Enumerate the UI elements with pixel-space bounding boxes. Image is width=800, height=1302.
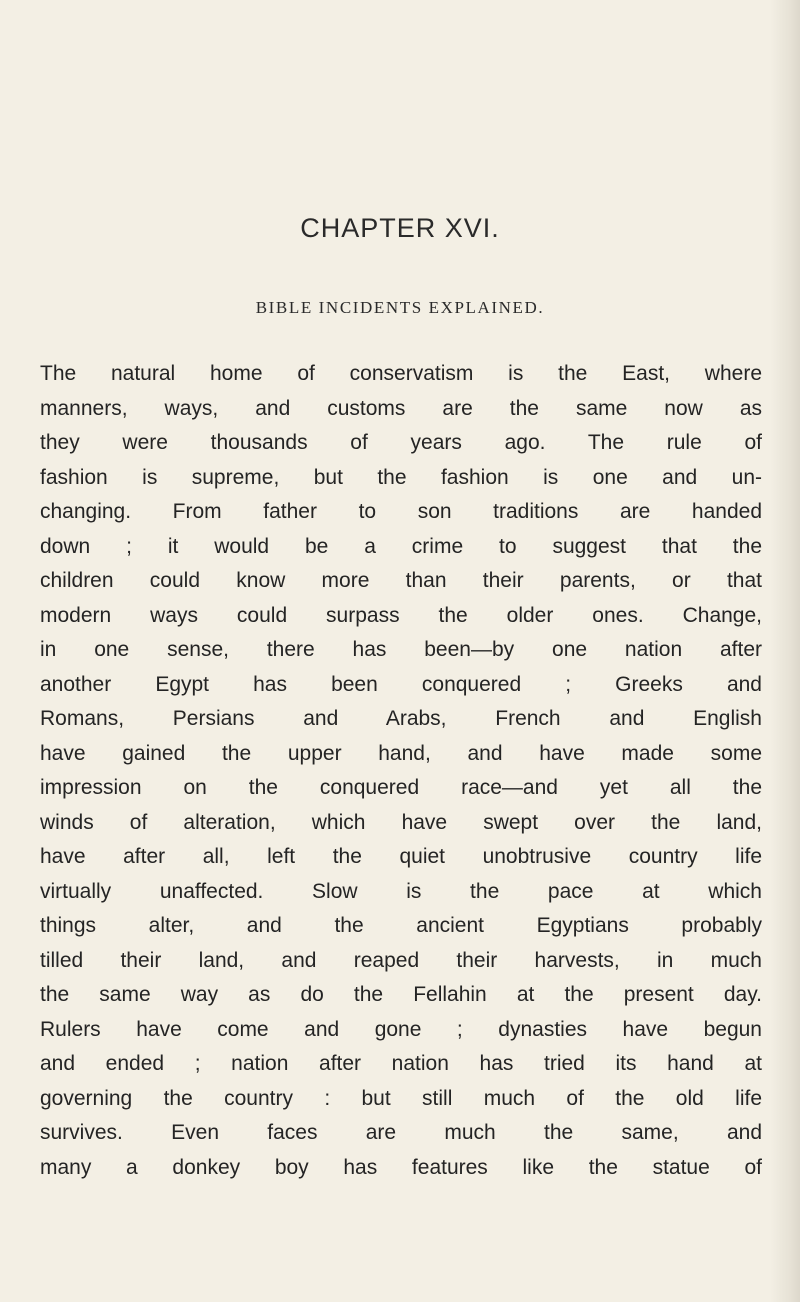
text-line: Rulers have come and gone ; dynasties have begun [40,1017,762,1041]
body-text [40,357,762,1185]
text-line: changing. From father to son traditions are handed [40,500,762,523]
text-line: in one sense, there has been—by one nation after [40,638,762,661]
text-line: have after all, left the quiet unobtrusive country life [40,845,762,868]
text-line: manners, ways, and customs are the same now as [40,396,762,420]
text-line: many a donkey boy has features like the statue of [40,1155,762,1179]
text-line: another Egypt has been conquered ; Greeks and [40,672,762,696]
text-line: governing the country : but still much of the old life [40,1086,762,1110]
text-line: tilled their land, and reaped their harvests, in much [40,948,762,972]
text-line: survives. Even faces are much the same, and [40,1121,762,1144]
chapter-title: CHAPTER XVI. [300,213,500,243]
chapter-subtitle: BIBLE INCIDENTS EXPLAINED. [255,298,545,317]
text-line: the same way as do the Fellahin at the present day. [40,983,762,1006]
text-line: impression on the conquered race—and yet all the [40,776,762,799]
text-line: Romans, Persians and Arabs, French and English [40,707,762,730]
text-line: have gained the upper hand, and have made some [40,741,762,765]
text-line: modern ways could surpass the older ones. Change, [40,603,762,627]
text-line: The natural home of conservatism is the East, where [40,362,762,385]
text-line: down ; it would be a crime to suggest that the [40,534,762,558]
text-line: and ended ; nation after nation has tried its hand at [40,1052,762,1075]
text-line: children could know more than their parents, or that [40,569,762,592]
text-line: things alter, and the ancient Egyptians probably [40,914,762,937]
text-line: winds of alteration, which have swept over the land, [40,810,762,834]
text-line: they were thousands of years ago. The rule of [40,431,762,454]
text-line: virtually unaffected. Slow is the pace at which [40,879,762,903]
text-line: fashion is supreme, but the fashion is one and un- [40,465,762,489]
